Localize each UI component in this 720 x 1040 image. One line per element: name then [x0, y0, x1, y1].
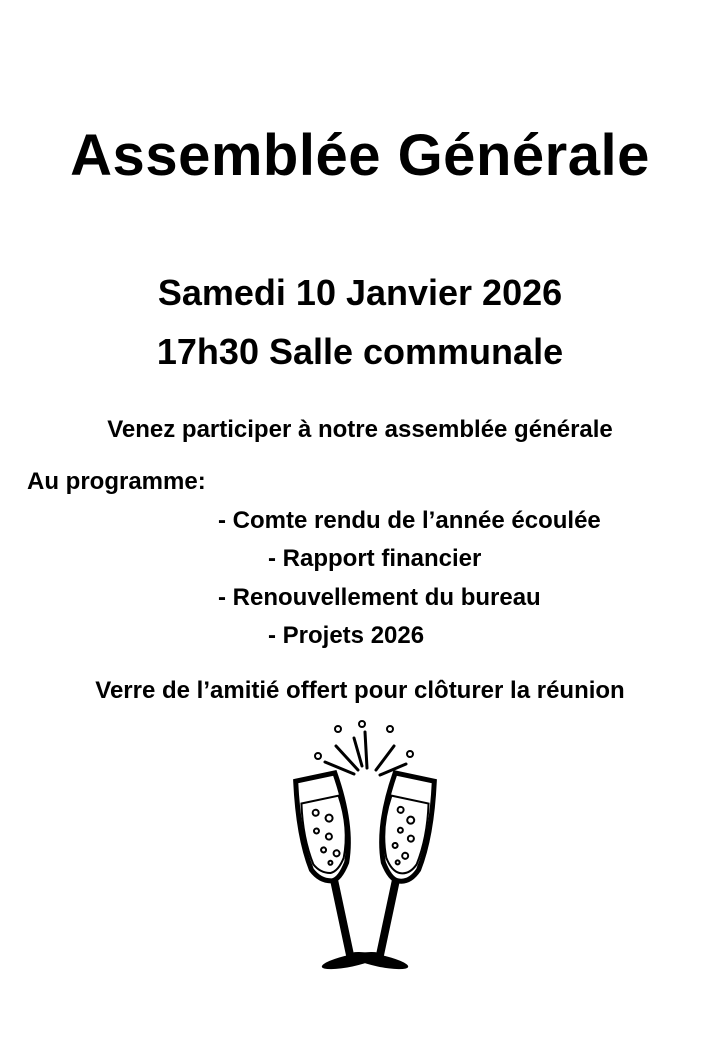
event-time-place: 17h30 Salle communale: [156, 331, 564, 372]
program-item: - Comte rendu de l’année écoulée: [218, 507, 601, 534]
invitation-text: Venez participer à notre assemblée générale: [107, 416, 613, 443]
program-item: - Renouvellement du bureau: [218, 584, 541, 611]
event-date: Samedi 10 Janvier 2026: [157, 272, 563, 313]
poster-title: Assemblée Générale: [70, 123, 650, 188]
program-label: Au programme:: [27, 468, 206, 495]
program-item: - Projets 2026: [268, 622, 425, 649]
program-item: - Rapport financier: [268, 545, 482, 572]
champagne-toast-icon: [270, 720, 460, 985]
closing-text: Verre de l’amitié offert pour clôturer la réunion: [95, 677, 625, 704]
